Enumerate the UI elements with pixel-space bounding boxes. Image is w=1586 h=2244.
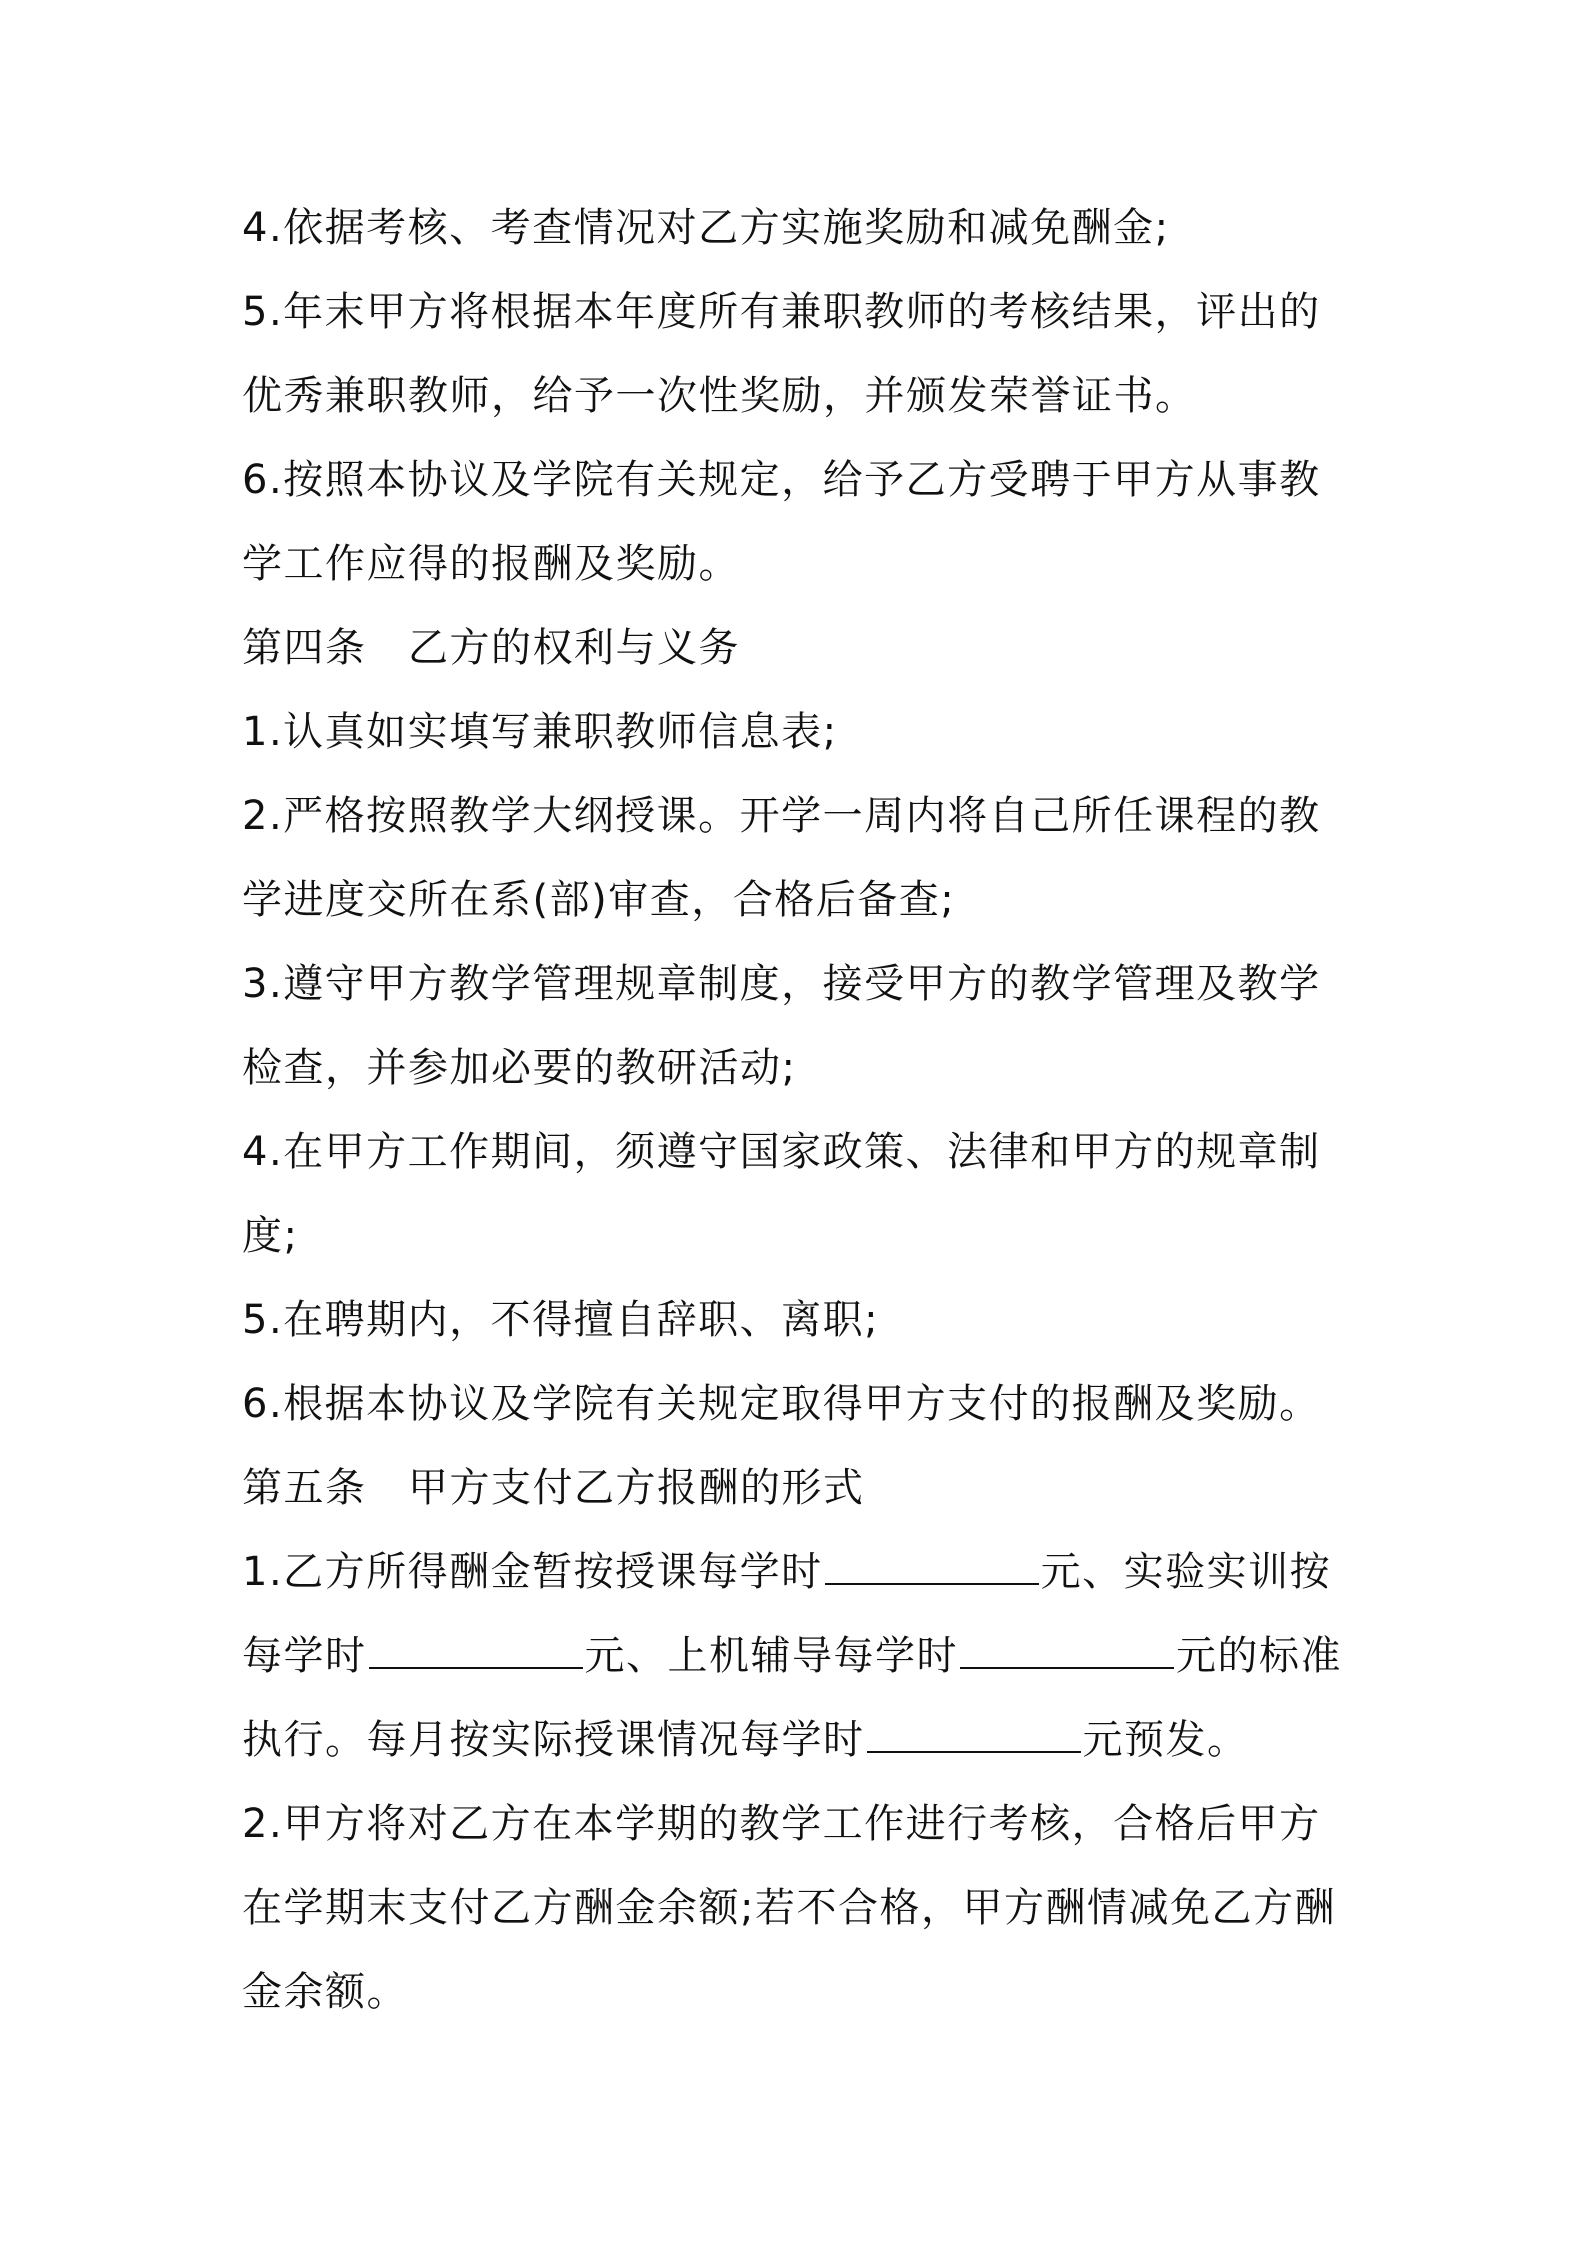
text-line: 在学期末支付乙方酬金余额;若不合格，甲方酬情减免乙方酬 (242, 1885, 1336, 1931)
text-line (242, 1698, 1362, 1782)
text-line: 金余额。 (242, 1969, 408, 2015)
text-line: 5.在聘期内，不得擅自辞职、离职; (242, 1297, 880, 1343)
text-segment: 元、上机辅导每学时 (584, 1633, 958, 1679)
text-line: 1.认真如实填写兼职教师信息表; (242, 709, 838, 755)
text-segment: 1.乙方所得酬金暂按授课每学时 (242, 1549, 823, 1595)
text-segment: 执行。每月按实际授课情况每学时 (242, 1717, 865, 1763)
text-line: 3.遵守甲方教学管理规章制度，接受甲方的教学管理及教学 (242, 961, 1321, 1007)
text-line: 学工作应得的报酬及奖励。 (242, 541, 740, 587)
text-segment: 元、实验实训按 (1040, 1549, 1332, 1595)
text-segment: 元的标准 (1176, 1633, 1342, 1679)
text-line (242, 1614, 1362, 1698)
text-line: 度; (242, 1213, 299, 1259)
text-line: 2.甲方将对乙方在本学期的教学工作进行考核，合格后甲方 (242, 1801, 1321, 1847)
text-line: 6.按照本协议及学院有关规定，给予乙方受聘于甲方从事教 (242, 457, 1321, 503)
section-heading: 第五条 甲方支付乙方报酬的形式 (242, 1465, 865, 1511)
text-line: 4.依据考核、考查情况对乙方实施奖励和减免酬金; (242, 205, 1170, 251)
text-line: 检查，并参加必要的教研活动; (242, 1045, 797, 1091)
text-line: 5.年末甲方将根据本年度所有兼职教师的考核结果，评出的 (242, 289, 1321, 335)
fill-in-blank[interactable] (867, 1711, 1081, 1753)
text-segment: 每学时 (242, 1633, 367, 1679)
text-segment: 元预发。 (1082, 1717, 1249, 1763)
fill-in-blank[interactable] (960, 1627, 1174, 1669)
text-line: 4.在甲方工作期间，须遵守国家政策、法律和甲方的规章制 (242, 1129, 1321, 1175)
text-line: 2.严格按照教学大纲授课。开学一周内将自己所任课程的教 (242, 793, 1321, 839)
section-heading: 第四条 乙方的权利与义务 (242, 625, 740, 671)
text-line: 优秀兼职教师，给予一次性奖励，并颁发荣誉证书。 (242, 373, 1197, 419)
text-line: 6.根据本协议及学院有关规定取得甲方支付的报酬及奖励。 (242, 1381, 1321, 1427)
fill-in-blank[interactable] (369, 1627, 583, 1669)
fill-in-blank[interactable] (825, 1543, 1039, 1585)
text-line (242, 1530, 1362, 1614)
text-line: 学进度交所在系(部)审查，合格后备查; (242, 877, 956, 923)
